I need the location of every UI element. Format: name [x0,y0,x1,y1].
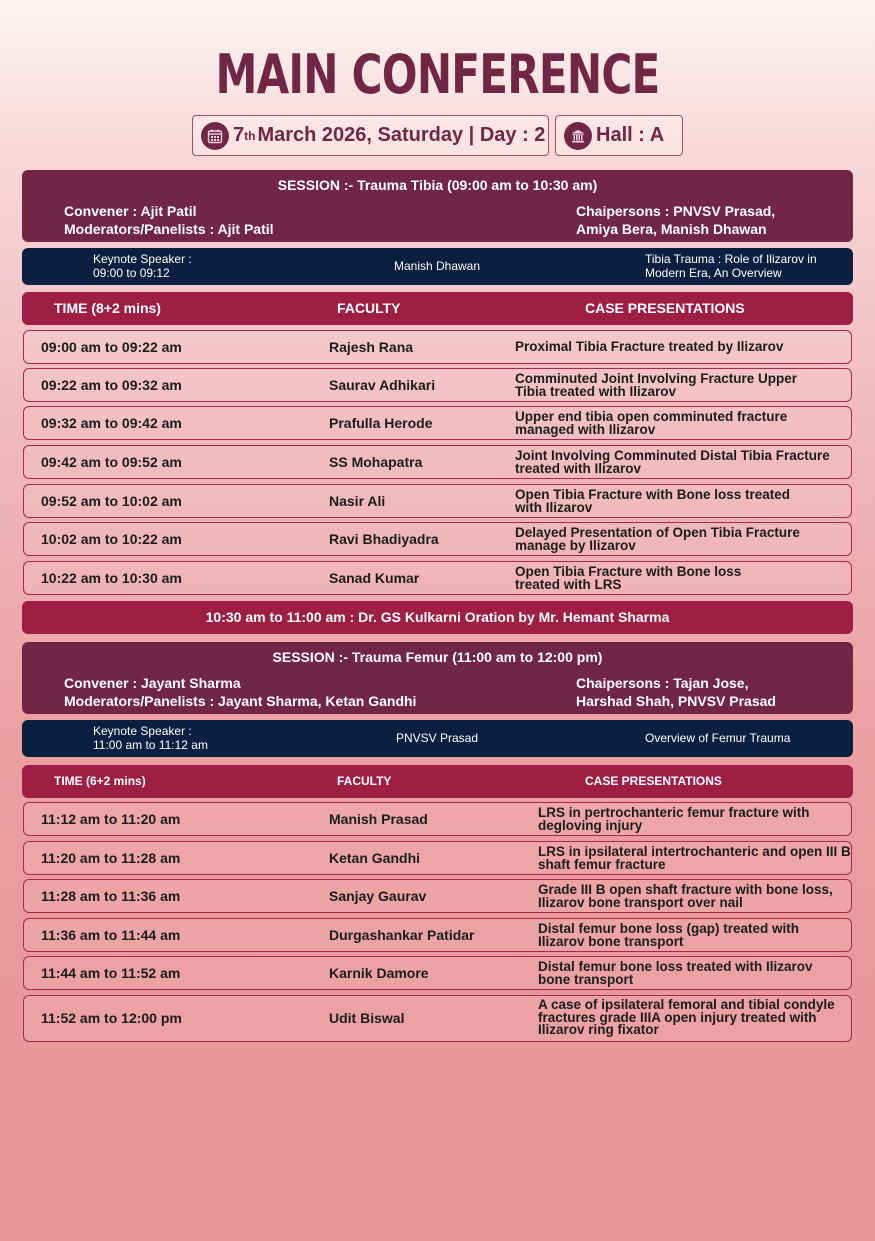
row-time: 09:22 am to 09:32 am [41,377,182,393]
date-day: 7 [233,124,245,146]
date-badge [192,115,549,156]
keynote-topic-cont: Modern Era, An Overview [645,266,782,280]
building-icon [564,122,592,150]
femur-table-header [22,765,853,798]
hall-badge [555,115,683,156]
row-time: 09:32 am to 09:42 am [41,415,182,431]
column-faculty: FACULTY [337,300,401,316]
table-row [23,802,852,836]
table-row [23,522,852,556]
row-faculty: Karnik Damore [329,965,429,981]
row-case: Grade III B open shaft fracture with bone loss, Ilizarov bone transport over nail [538,882,833,910]
hall-text: Hall : A [596,124,665,146]
row-time: 11:52 am to 12:00 pm [41,1010,182,1026]
row-faculty: Sanjay Gaurav [329,888,427,904]
moderators: Moderators/Panelists : Jayant Sharma, Ketan Gandhi [64,693,417,709]
row-time: 11:28 am to 11:36 am [41,888,181,904]
convener: Convener : Jayant Sharma [64,675,241,691]
chairpersons-cont: Harshad Shah, PNVSV Prasad [576,693,776,709]
page-title: MAIN CONFERENCE [215,43,660,106]
row-time: 11:36 am to 11:44 am [41,927,181,943]
row-faculty: Prafulla Herode [329,415,433,431]
row-time: 10:02 am to 10:22 am [41,531,182,547]
keynote-topic: Tibia Trauma : Role of Ilizarov in [645,252,817,266]
row-time: 10:22 am to 10:30 am [41,570,182,586]
row-time: 09:42 am to 09:52 am [41,454,182,470]
row-case: LRS in ipsilateral intertrochanteric and open III B shaft femur fracture [538,844,851,872]
table-row [23,995,852,1042]
table-row [23,484,852,518]
keynote-femur [22,720,853,757]
keynote-tibia [22,248,853,285]
row-faculty: Rajesh Rana [329,339,414,355]
keynote-time: 09:00 to 09:12 [93,266,170,280]
row-case: Comminuted Joint Involving Fracture Upper Tibia treated with Ilizarov [515,371,798,399]
keynote-label: Keynote Speaker : [93,724,192,738]
chairpersons: Chaipersons : PNVSV Prasad, [576,203,776,219]
session-title: SESSION :- Trauma Tibia (09:00 am to 10:30 am) [277,177,598,193]
row-case: Delayed Presentation of Open Tibia Fracture manage by Ilizarov [515,525,800,553]
session-tibia-header [22,170,853,242]
keynote-speaker: Manish Dhawan [393,259,481,273]
chairpersons: Chaipersons : Tajan Jose, [576,675,749,691]
row-case: Open Tibia Fracture with Bone loss treated with LRS [515,564,742,592]
row-faculty: Saurav Adhikari [329,377,436,393]
column-time: TIME (6+2 mins) [54,774,146,788]
row-case: Open Tibia Fracture with Bone loss treated with Ilizarov [515,487,791,515]
convener: Convener : Ajit Patil [64,203,197,219]
keynote-topic: Overview of Femur Trauma [645,731,791,745]
row-time: 11:44 am to 11:52 am [41,965,181,981]
row-case: A case of ipsilateral femoral and tibial condyle fractures grade IIIA open injury treated with Ilizarov ring fixator [538,997,835,1037]
column-time: TIME (8+2 mins) [54,300,161,316]
column-case: CASE PRESENTATIONS [585,300,745,316]
column-case: CASE PRESENTATIONS [585,774,722,788]
row-faculty: Durgashankar Patidar [329,927,475,943]
row-faculty: Udit Biswal [329,1010,405,1026]
row-faculty: Manish Prasad [329,811,428,827]
keynote-time: 11:00 am to 11:12 am [93,738,208,752]
chairpersons-cont: Amiya Bera, Manish Dhawan [576,221,767,237]
table-row [23,841,852,875]
date-text: March 2026, Saturday | Day : 2 [257,124,546,146]
row-faculty: Nasir Ali [329,493,386,509]
row-case: Joint Involving Comminuted Distal Tibia Fracture treated with Ilizarov [515,448,830,476]
row-faculty: Ketan Gandhi [329,850,421,866]
column-faculty: FACULTY [337,774,392,788]
tibia-table-header [22,292,853,325]
table-row [23,445,852,479]
calendar-icon [201,122,229,150]
row-faculty: Ravi Bhadiyadra [329,531,439,547]
moderators: Moderators/Panelists : Ajit Patil [64,221,274,237]
date-suffix: th [244,128,256,143]
row-case: LRS in pertrochanteric femur fracture with degloving injury [538,805,810,833]
row-time: 09:00 am to 09:22 am [41,339,182,355]
table-row [23,330,852,364]
row-faculty: Sanad Kumar [329,570,420,586]
table-row [23,918,852,952]
table-row [23,368,852,402]
row-case: Distal femur bone loss (gap) treated with Ilizarov bone transport [538,921,800,949]
oration-banner: 10:30 am to 11:00 am : Dr. GS Kulkarni Oration by Mr. Hemant Sharma [22,601,853,634]
session-femur-header [22,642,853,714]
row-time: 09:52 am to 10:02 am [41,493,182,509]
table-row [23,956,852,990]
row-case: Proximal Tibia Fracture treated by Ilizarov [515,339,784,354]
keynote-label: Keynote Speaker : [93,252,192,266]
row-time: 11:12 am to 11:20 am [41,811,181,827]
row-case: Distal femur bone loss treated with Ilizarov bone transport [538,959,813,987]
row-time: 11:20 am to 11:28 am [41,850,181,866]
table-row [23,406,852,440]
table-row [23,879,852,913]
row-faculty: SS Mohapatra [329,454,423,470]
table-row [23,561,852,595]
keynote-speaker: PNVSV Prasad [395,731,479,745]
session-title: SESSION :- Trauma Femur (11:00 am to 12:00 pm) [272,649,603,665]
row-case: Upper end tibia open comminuted fracture managed with Ilizarov [515,409,788,437]
